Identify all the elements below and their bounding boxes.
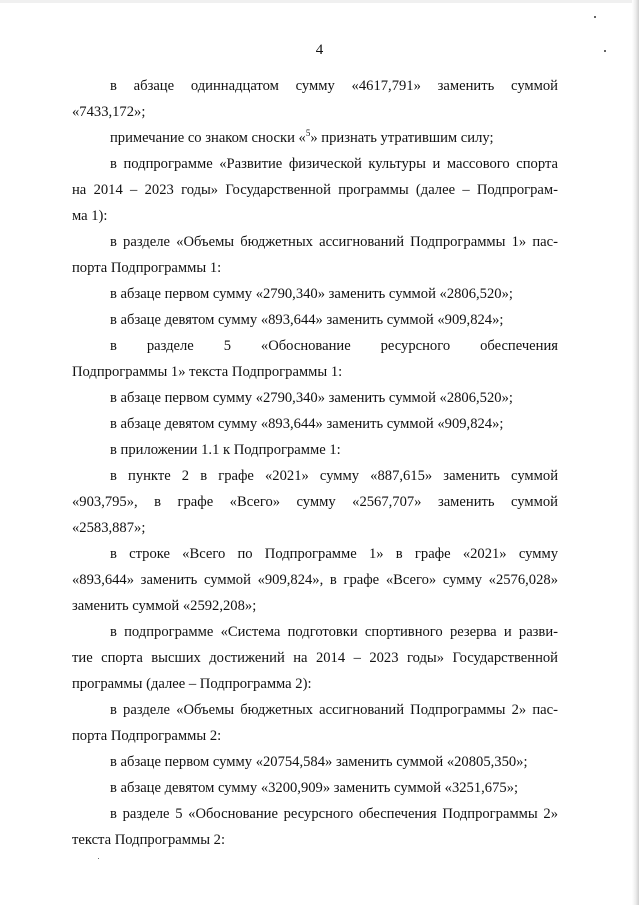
text-line: в абзаце первом сумму «2790,340» заменить суммой «2806,520»; xyxy=(110,390,513,406)
text-line xyxy=(72,125,558,151)
text-line: «2583,887»; xyxy=(72,520,146,536)
paragraph xyxy=(72,801,558,853)
text-line: «903,795», в графе «Всего» сумму «2567,707» заменить суммой xyxy=(72,494,558,510)
paragraph xyxy=(72,125,558,151)
scan-speck xyxy=(98,858,99,859)
text-line: в абзаце девятом сумму «893,644» заменить суммой «909,824»; xyxy=(110,416,504,432)
text-line: программы (далее – Подпрограмма 2): xyxy=(72,676,312,692)
text-line: в абзаце девятом сумму «893,644» заменить суммой «909,824»; xyxy=(110,312,504,328)
text-line: порта Подпрограммы 1: xyxy=(72,260,222,276)
text-line: в подпрограмме «Развитие физической культуры и массового спорта xyxy=(110,156,558,172)
text-line: в разделе 5 «Обоснование ресурсного обеспечения xyxy=(110,338,558,354)
text-line: в абзаце одиннадцатом сумму «4617,791» заменить суммой xyxy=(110,78,558,94)
text-line: в абзаце первом сумму «2790,340» заменить суммой «2806,520»; xyxy=(110,286,513,302)
text-line: в разделе «Объемы бюджетных ассигнований Подпрограммы 2» пас- xyxy=(110,702,558,718)
text-line: текста Подпрограммы 2: xyxy=(72,832,226,848)
paragraph xyxy=(72,151,558,229)
paragraph xyxy=(72,73,558,125)
paragraph xyxy=(72,229,558,281)
text-line: в строке «Всего по Подпрограмме 1» в графе «2021» сумму xyxy=(110,546,558,562)
text-line: порта Подпрограммы 2: xyxy=(72,728,222,744)
paragraph xyxy=(72,307,558,333)
scan-right-edge xyxy=(632,0,639,905)
footnote-mark: 5 xyxy=(305,128,311,139)
page-number: 4 xyxy=(315,42,324,58)
scan-speck xyxy=(594,16,596,18)
text-fragment: » признать утратившим силу; xyxy=(310,130,494,146)
paragraph xyxy=(72,749,558,775)
text-line: «7433,172»; xyxy=(72,104,146,120)
text-line: на 2014 – 2023 годы» Государственной программы (далее – Подпрограм- xyxy=(72,182,558,198)
paragraph xyxy=(72,385,558,411)
text-line: в разделе «Объемы бюджетных ассигнований Подпрограммы 1» пас- xyxy=(110,234,558,250)
text-line: в подпрограмме «Система подготовки спортивного резерва и разви- xyxy=(110,624,558,640)
paragraph xyxy=(72,281,558,307)
scan-top-edge xyxy=(0,0,639,3)
text-fragment: примечание со знаком сноски « xyxy=(110,130,306,146)
paragraph xyxy=(72,619,558,697)
text-line: тие спорта высших достижений на 2014 – 2023 годы» Государственной xyxy=(72,650,558,666)
text-line: заменить суммой «2592,208»; xyxy=(72,598,257,614)
paragraph xyxy=(72,463,558,541)
paragraph xyxy=(72,333,558,385)
paragraph xyxy=(72,697,558,749)
text-line: в абзаце девятом сумму «3200,909» заменить суммой «3251,675»; xyxy=(110,780,519,796)
text-line: в разделе 5 «Обоснование ресурсного обеспечения Подпрограммы 2» xyxy=(110,806,558,822)
text-line: в приложении 1.1 к Подпрограмме 1: xyxy=(110,442,341,458)
paragraph xyxy=(72,411,558,437)
text-line: в пункте 2 в графе «2021» сумму «887,615» заменить суммой xyxy=(110,468,558,484)
paragraph xyxy=(72,541,558,619)
document-body xyxy=(72,73,558,853)
text-line: «893,644» заменить суммой «909,824», в графе «Всего» сумму «2576,028» xyxy=(72,572,558,588)
text-line: ма 1): xyxy=(72,208,108,224)
text-line: Подпрограммы 1» текста Подпрограммы 1: xyxy=(72,364,343,380)
text-line: в абзаце первом сумму «20754,584» заменить суммой «20805,350»; xyxy=(110,754,528,770)
paragraph xyxy=(72,775,558,801)
paragraph xyxy=(72,437,558,463)
